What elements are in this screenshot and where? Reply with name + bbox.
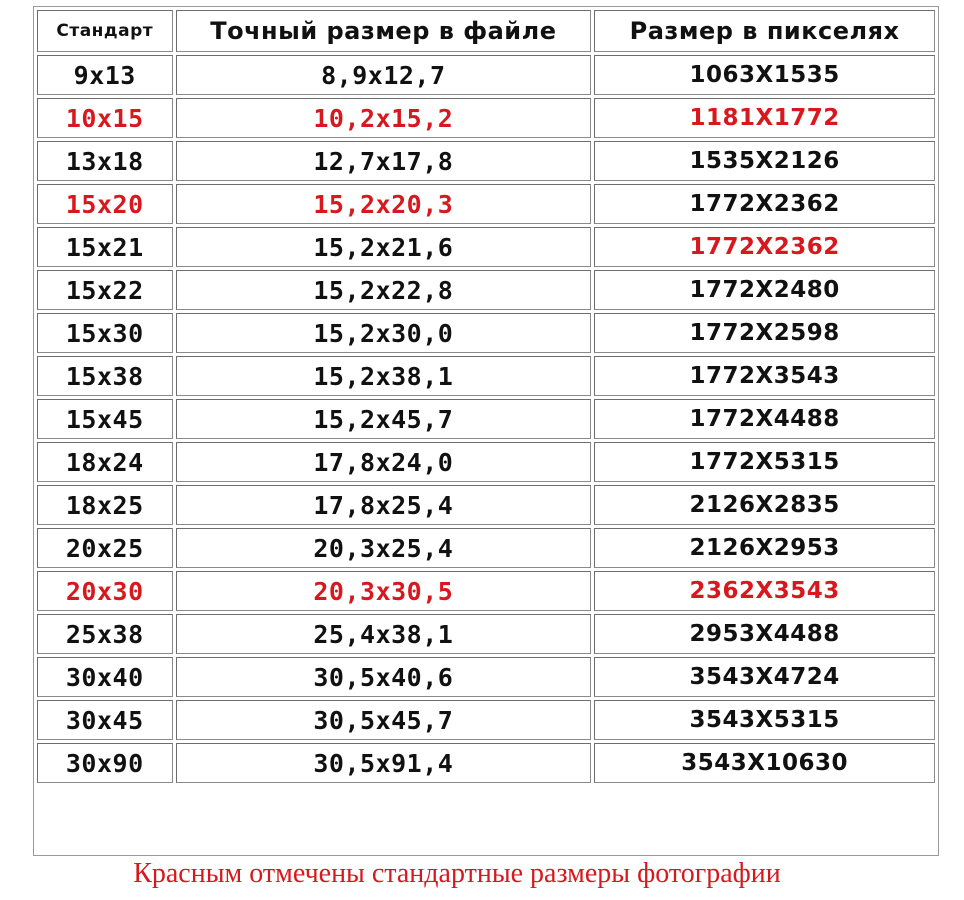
cell-standard: 30x45 bbox=[37, 700, 173, 740]
cell-standard: 13x18 bbox=[37, 141, 173, 181]
cell-pixel-size: 1535X2126 bbox=[594, 141, 935, 181]
header-pixel-size: Размер в пикселях bbox=[594, 10, 935, 52]
table-row bbox=[37, 657, 935, 697]
cell-standard: 15x22 bbox=[37, 270, 173, 310]
table-row bbox=[37, 227, 935, 267]
cell-pixel-size: 3543X10630 bbox=[594, 743, 935, 783]
table-row bbox=[37, 571, 935, 611]
cell-standard: 15x21 bbox=[37, 227, 173, 267]
table-row bbox=[37, 614, 935, 654]
table-row bbox=[37, 399, 935, 439]
cell-pixel-size: 1772X2480 bbox=[594, 270, 935, 310]
table-row bbox=[37, 184, 935, 224]
cell-standard: 30x90 bbox=[37, 743, 173, 783]
photo-sizes-table-container bbox=[33, 6, 939, 856]
table-row bbox=[37, 55, 935, 95]
cell-pixel-size: 3543X4724 bbox=[594, 657, 935, 697]
cell-standard: 15x45 bbox=[37, 399, 173, 439]
cell-standard: 15x30 bbox=[37, 313, 173, 353]
cell-pixel-size: 2126X2835 bbox=[594, 485, 935, 525]
cell-standard: 20x25 bbox=[37, 528, 173, 568]
cell-exact-size: 15,2x30,0 bbox=[176, 313, 592, 353]
cell-standard: 15x38 bbox=[37, 356, 173, 396]
cell-exact-size: 15,2x22,8 bbox=[176, 270, 592, 310]
cell-standard: 18x24 bbox=[37, 442, 173, 482]
cell-pixel-size: 1181X1772 bbox=[594, 98, 935, 138]
cell-exact-size: 15,2x21,6 bbox=[176, 227, 592, 267]
cell-exact-size: 15,2x20,3 bbox=[176, 184, 592, 224]
table-row bbox=[37, 700, 935, 740]
header-exact-size: Точный размер в файле bbox=[176, 10, 592, 52]
cell-exact-size: 25,4x38,1 bbox=[176, 614, 592, 654]
cell-exact-size: 30,5x45,7 bbox=[176, 700, 592, 740]
table-row bbox=[37, 528, 935, 568]
cell-pixel-size: 1063X1535 bbox=[594, 55, 935, 95]
cell-exact-size: 30,5x91,4 bbox=[176, 743, 592, 783]
cell-pixel-size: 2953X4488 bbox=[594, 614, 935, 654]
table-body bbox=[37, 55, 935, 783]
table-row bbox=[37, 442, 935, 482]
table-row bbox=[37, 743, 935, 783]
cell-exact-size: 20,3x25,4 bbox=[176, 528, 592, 568]
footnote: Красным отмечены стандартные размеры фотографии bbox=[133, 858, 781, 889]
cell-standard: 15x20 bbox=[37, 184, 173, 224]
cell-standard: 20x30 bbox=[37, 571, 173, 611]
cell-standard: 10x15 bbox=[37, 98, 173, 138]
cell-exact-size: 12,7x17,8 bbox=[176, 141, 592, 181]
header-standard: Стандарт bbox=[37, 10, 173, 52]
cell-pixel-size: 3543X5315 bbox=[594, 700, 935, 740]
table-row bbox=[37, 98, 935, 138]
cell-pixel-size: 1772X2598 bbox=[594, 313, 935, 353]
cell-exact-size: 15,2x45,7 bbox=[176, 399, 592, 439]
cell-standard: 9x13 bbox=[37, 55, 173, 95]
cell-exact-size: 17,8x25,4 bbox=[176, 485, 592, 525]
table-row bbox=[37, 485, 935, 525]
table-row bbox=[37, 141, 935, 181]
table-row bbox=[37, 313, 935, 353]
cell-exact-size: 8,9x12,7 bbox=[176, 55, 592, 95]
cell-pixel-size: 1772X3543 bbox=[594, 356, 935, 396]
cell-pixel-size: 1772X2362 bbox=[594, 227, 935, 267]
cell-standard: 25x38 bbox=[37, 614, 173, 654]
photo-sizes-table bbox=[34, 7, 938, 786]
table-header-row bbox=[37, 10, 935, 52]
cell-exact-size: 15,2x38,1 bbox=[176, 356, 592, 396]
table-row bbox=[37, 270, 935, 310]
cell-pixel-size: 2126X2953 bbox=[594, 528, 935, 568]
cell-pixel-size: 1772X4488 bbox=[594, 399, 935, 439]
cell-exact-size: 10,2x15,2 bbox=[176, 98, 592, 138]
cell-exact-size: 20,3x30,5 bbox=[176, 571, 592, 611]
cell-standard: 30x40 bbox=[37, 657, 173, 697]
cell-standard: 18x25 bbox=[37, 485, 173, 525]
cell-pixel-size: 1772X2362 bbox=[594, 184, 935, 224]
cell-pixel-size: 2362X3543 bbox=[594, 571, 935, 611]
cell-pixel-size: 1772X5315 bbox=[594, 442, 935, 482]
table-row bbox=[37, 356, 935, 396]
cell-exact-size: 17,8x24,0 bbox=[176, 442, 592, 482]
cell-exact-size: 30,5x40,6 bbox=[176, 657, 592, 697]
